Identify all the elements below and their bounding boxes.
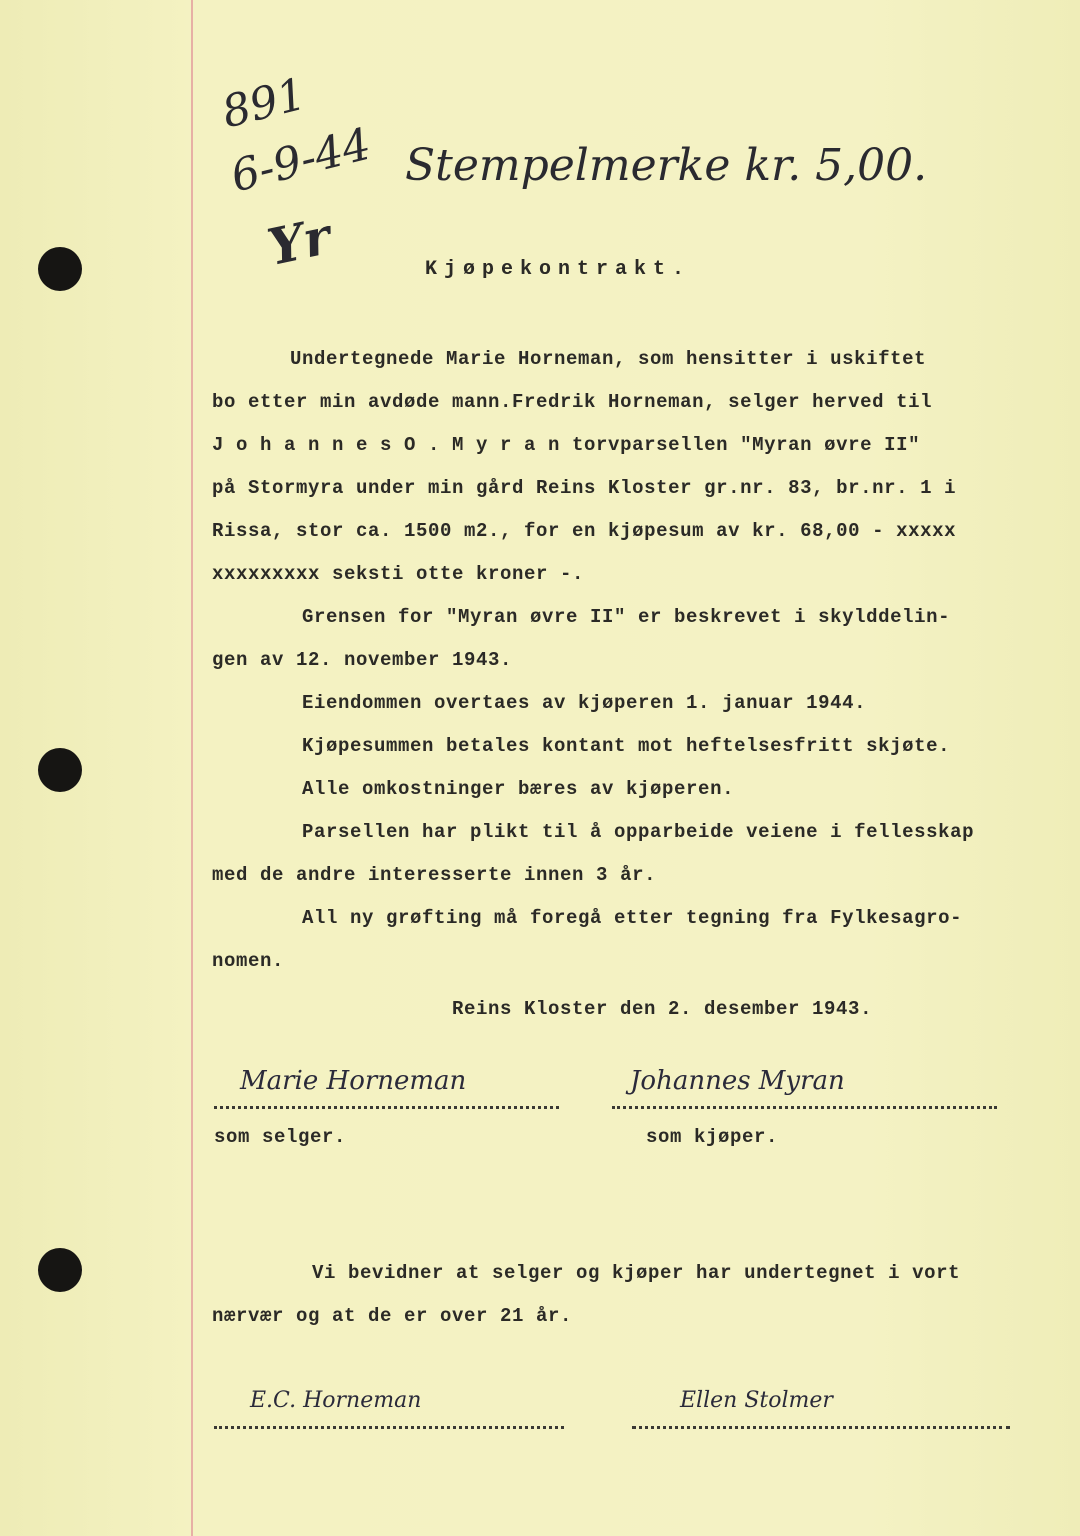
punch-hole-icon [38, 1248, 82, 1292]
handwritten-date: 6-9-44 [225, 118, 376, 203]
body-line: Alle omkostninger bæres av kjøperen. [302, 778, 735, 800]
body-line: gen av 12. november 1943. [212, 649, 513, 671]
body-line: Undertegnede Marie Horneman, som hensitter i uskiftet [290, 348, 927, 370]
seller-role: som selger. [214, 1126, 347, 1148]
buyer-signature: Johannes Myran [630, 1066, 845, 1096]
body-line: All ny grøfting må foregå etter tegning fra Fylkesagro- [302, 907, 963, 929]
margin-line [191, 0, 193, 1536]
handwritten-number: 891 [217, 68, 311, 139]
signature-line [632, 1426, 1010, 1429]
body-line: med de andre interesserte innen 3 år. [212, 864, 657, 886]
body-line: Grensen for "Myran øvre II" er beskrevet i skylddelin- [302, 606, 951, 628]
signature-line [214, 1426, 564, 1429]
body-line: bo etter min avdøde mann.Fredrik Horneman, selger herved til [212, 391, 933, 413]
signature-line [214, 1106, 559, 1109]
signature-line [612, 1106, 997, 1109]
buyer-role: som kjøper. [646, 1126, 779, 1148]
body-line: på Stormyra under min gård Reins Kloster gr.nr. 83, br.nr. 1 i [212, 477, 957, 499]
witness-signature-left: E.C. Horneman [250, 1388, 422, 1413]
body-line: Eiendommen overtaes av kjøperen 1. januar 1944. [302, 692, 867, 714]
witness-line: nærvær og at de er over 21 år. [212, 1305, 573, 1327]
place-date: Reins Kloster den 2. desember 1943. [452, 998, 873, 1020]
punch-hole-icon [38, 247, 82, 291]
stamp-note: Stempelmerke kr. 5,00. [405, 140, 928, 191]
punch-hole-icon [38, 748, 82, 792]
document-title: Kjøpekontrakt. [425, 258, 692, 281]
body-line: Rissa, stor ca. 1500 m2., for en kjøpesum av kr. 68,00 - xxxxx [212, 520, 957, 542]
body-line: nomen. [212, 950, 285, 972]
body-line: Parsellen har plikt til å opparbeide veiene i fellesskap [302, 821, 975, 843]
handwritten-initials: Yr [262, 206, 336, 277]
body-line: xxxxxxxxx seksti otte kroner -. [212, 563, 585, 585]
body-line: J o h a n n e s O . M y r a n torvparsellen "Myran øvre II" [212, 434, 921, 456]
seller-signature: Marie Horneman [240, 1066, 467, 1096]
witness-line: Vi bevidner at selger og kjøper har undertegnet i vort [312, 1262, 961, 1284]
body-line: Kjøpesummen betales kontant mot heftelsesfritt skjøte. [302, 735, 951, 757]
witness-signature-right: Ellen Stolmer [680, 1388, 833, 1413]
